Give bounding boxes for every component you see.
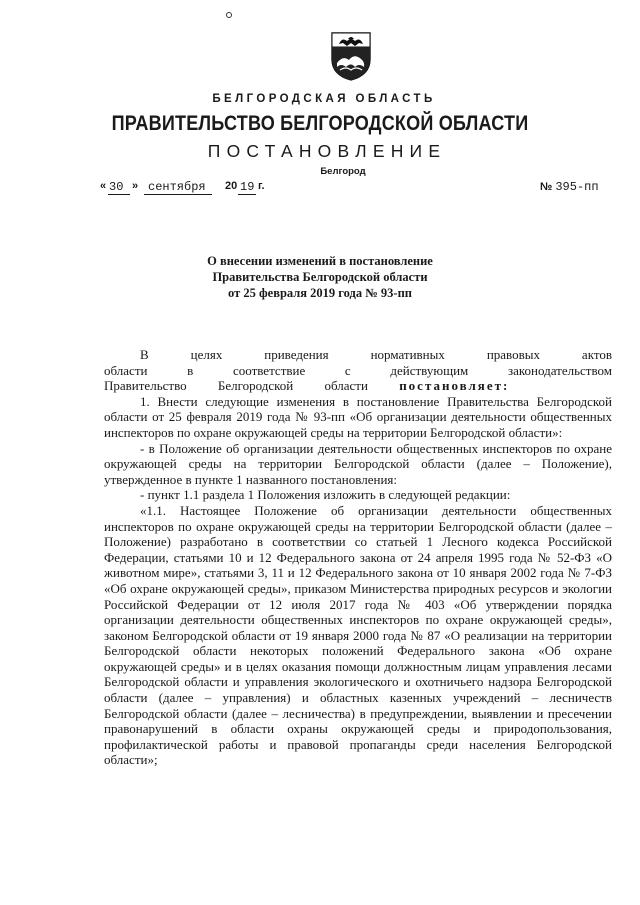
date-year-mark: г.: [258, 180, 265, 192]
document-title: [0, 253, 640, 301]
day-underline: [108, 194, 130, 195]
quoted-clause-paragraph: «1.1. Настоящее Положение об организации деятельности общественных инспекторов по охране окружающей среды на территории Белгородской области (далее – Положение) разработано в соответствии со статьей 1 Лесного кодекса Российской Федерации, статьями 10 и 12 Федерального закона от 24 апреля 1995 года № 52-ФЗ «О животном мире», статьями 3, 11 и 12 Федерального закона от 10 января 2002 года № 7-ФЗ «Об охране окружающей среды», приказом Министерства природных ресурсов и экологии Российской Федерации от 12 июля 2017 года № 403 «Об утверждении порядка организации деятельности общественных инспекторов по охране окружающей среды», законом Белгородской области от 19 января 2000 года № 87 «О реализации на территории Белгородской области некоторых положений Федерального закона «Об охране окружающей среды» и в целях оказания помощи должностным лицам управления лесами Белгородской области и управления экологического и охотничьего надзора Белгородской области (далее – управления) и областных казенных учреждений – лесничеств Белгородской области (далее – лесничества) в предупреждении, выявлении и пресечении правонарушений в области охраны окружающей среды и природопользования, профилактической работы и правовой пропаганды среди населения Белгородской области»;: [104, 502, 612, 768]
date-year-prefix: 20: [225, 180, 238, 192]
year-underline: [238, 194, 256, 195]
number-value: 395-пп: [555, 180, 599, 194]
date-month: сентября: [148, 180, 206, 194]
government-name: ПРАВИТЕЛЬСТВО БЕЛГОРОДСКОЙ ОБЛАСТИ: [111, 112, 529, 135]
city-name: Белгород: [320, 166, 366, 177]
intro-verb: постановляет:: [399, 378, 510, 394]
item-1-paragraph: 1. Внести следующие изменения в постановление Правительства Белгородской области от 25 февраля 2019 года № 93-пп «Об организации деятельности общественных инспекторов по охране окружающей среды на территории Белгородской области»:: [104, 393, 612, 440]
region-name: БЕЛГОРОДСКАЯ ОБЛАСТЬ: [212, 93, 436, 105]
print-speck: [226, 12, 232, 18]
coat-of-arms-emblem: [329, 29, 373, 81]
date-year-suffix: 19: [240, 180, 255, 194]
title-line-3: от 25 февраля 2019 года № 93-пп: [228, 286, 412, 300]
month-underline: [144, 194, 212, 195]
intro-text: В целях приведения нормативных правовых актов области в соответствие с действующим законодательством Правительство Белгородской области: [104, 347, 612, 394]
date-open-quote: «: [100, 180, 107, 192]
document-number: [540, 180, 599, 194]
item-1-sub2-paragraph: - пункт 1.1 раздела 1 Положения изложить в следующей редакции:: [140, 487, 511, 503]
item-1-sub-paragraph: - в Положение об организации деятельности общественных инспекторов по охране окружающей среды на территории Белгородской области (далее – Положение), утвержденное в пункте 1 названного постановления:: [104, 440, 612, 487]
date-day: 30: [109, 180, 124, 194]
document-type: ПОСТАНОВЛЕНИЕ: [207, 141, 447, 161]
date-close-quote: »: [132, 180, 139, 192]
document-body: [104, 347, 612, 768]
number-sign: №: [540, 181, 553, 193]
title-line-2: Правительства Белгородской области: [212, 270, 428, 284]
title-line-1: О внесении изменений в постановление: [207, 254, 433, 268]
intro-paragraph: [104, 347, 612, 394]
